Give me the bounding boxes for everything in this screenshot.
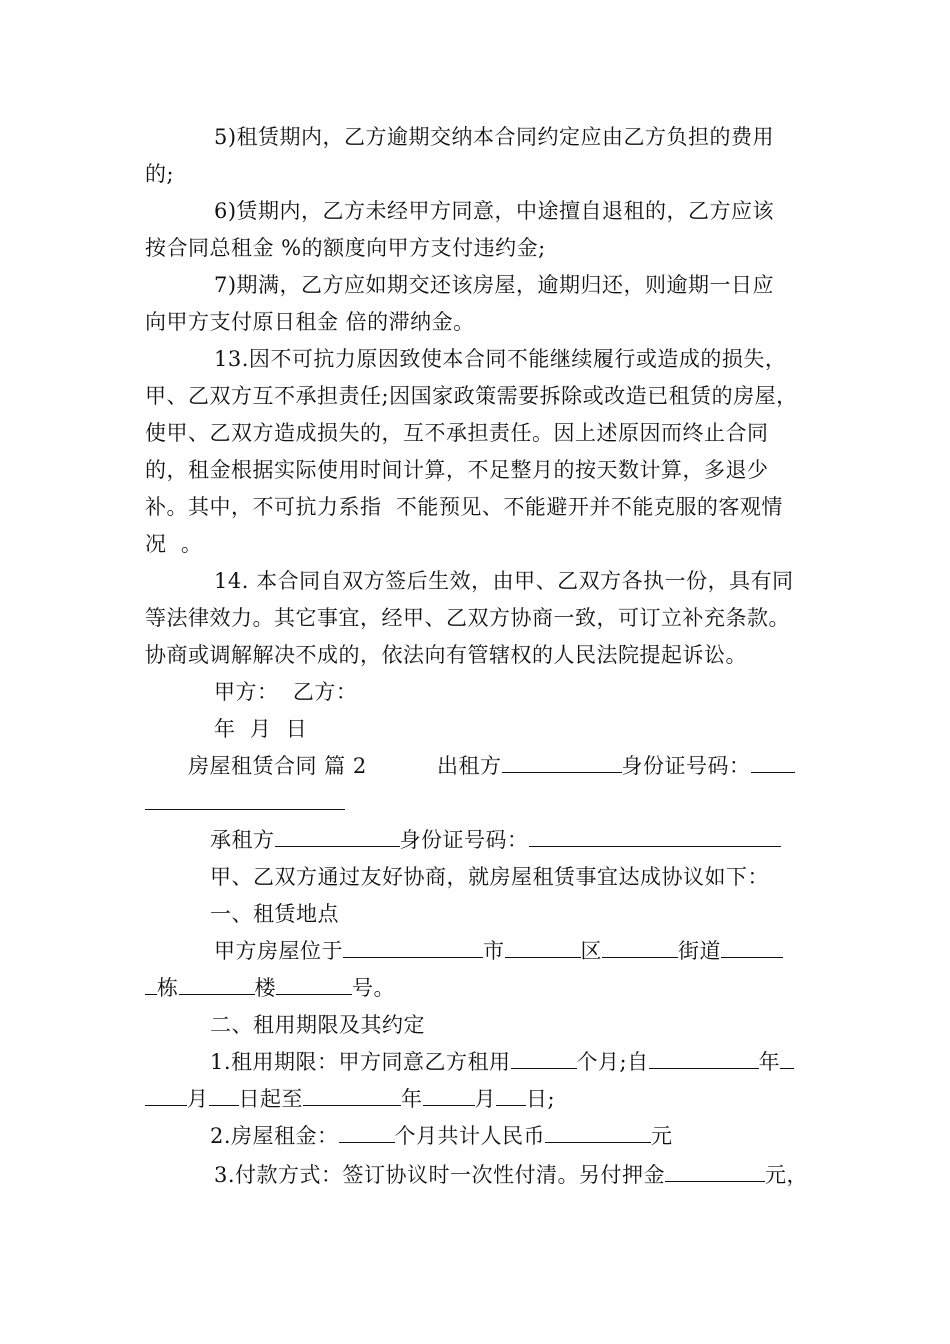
start-year-label: 年: [758, 1050, 781, 1074]
street-blank: [602, 939, 678, 958]
text-line: 的;: [145, 162, 175, 186]
text-line: 协商或调解解决不成的，依法向有管辖权的人民法院提起诉讼。: [145, 643, 747, 667]
lessor-name-blank: [502, 754, 622, 773]
address-blank: [343, 939, 483, 958]
district-label: 区: [580, 939, 602, 963]
building-blank: [721, 939, 783, 958]
text-line: 使甲、乙双方造成损失的，互不承担责任。因上述原因而终止合同: [145, 421, 769, 445]
district-blank: [505, 939, 581, 958]
address-label: 甲方房屋位于: [214, 939, 343, 963]
text-line: 况 。: [145, 532, 203, 556]
text-line: 的，租金根据实际使用时间计算，不足整月的按天数计算，多退少: [145, 458, 769, 482]
start-month-label: 月: [187, 1087, 209, 1111]
address-line: [214, 936, 783, 966]
rent-line: [210, 1121, 673, 1151]
lessee-id-blank: [529, 828, 781, 847]
rent-amount-blank: [545, 1124, 651, 1143]
section-1-heading: 一、租赁地点: [210, 902, 339, 926]
end-day-blank: [496, 1087, 526, 1106]
id-label: 身份证号码：: [621, 754, 751, 778]
payment-label: 3.付款方式：签订协议时一次性付清。另付押金: [214, 1163, 666, 1187]
term-months-blank: [511, 1050, 577, 1069]
deposit-blank: [665, 1163, 765, 1182]
lessor-id-blank-2: [145, 791, 345, 810]
term-line: [210, 1047, 794, 1077]
text-line: 等法律效力。其它事宜，经甲、乙双方协商一致，可订立补充条款。: [145, 606, 790, 630]
end-day-label: 日;: [526, 1087, 556, 1111]
floor-label: 楼: [254, 976, 276, 1000]
date-line: 年 月 日: [214, 717, 308, 741]
city-label: 市: [483, 939, 505, 963]
start-day-label: 日起至: [238, 1087, 303, 1111]
term-label: 1.租用期限：甲方同意乙方租用: [210, 1050, 511, 1074]
term-month-label: 个月;自: [576, 1050, 649, 1074]
text-line: 13.因不可抗力原因致使本合同不能继续履行或造成的损失，: [214, 347, 787, 371]
lessee-label: 承租方: [210, 828, 275, 852]
number-label: 号。: [352, 976, 395, 1000]
lessor-id-continued: [145, 788, 345, 818]
text-line: 甲、乙双方互不承担责任;因国家政策需要拆除或改造已租赁的房屋，: [145, 384, 798, 408]
lessor-line: [437, 751, 795, 781]
deposit-unit: 元，: [765, 1163, 809, 1187]
building-blank-2: [145, 976, 157, 995]
lessor-label: 出租方: [437, 754, 502, 778]
rent-total-label: 个月共计人民币: [394, 1124, 546, 1148]
start-month-blank: [780, 1050, 794, 1069]
text-line: 补。其中，不可抗力系指 不能预见、不能避开并不能克服的客观情: [145, 495, 783, 519]
section-2-heading: 二、租用期限及其约定: [210, 1013, 425, 1037]
id-label: 身份证号码：: [399, 828, 529, 852]
end-year-blank: [303, 1087, 401, 1106]
end-month-label: 月: [474, 1087, 496, 1111]
building-label: 栋: [157, 976, 179, 1000]
contract-2-title: 房屋租赁合同 篇 2: [188, 754, 367, 778]
address-line-2: [145, 973, 395, 1003]
lessor-id-blank: [751, 754, 795, 773]
signature-parties: 甲方： 乙方：: [214, 680, 358, 704]
text-line: 7)期满，乙方应如期交还该房屋，逾期归还，则逾期一日应: [214, 273, 775, 297]
rent-label: 2.房屋租金：: [210, 1124, 339, 1148]
end-month-blank: [423, 1087, 475, 1106]
lessee-name-blank: [275, 828, 400, 847]
end-year-label: 年: [401, 1087, 423, 1111]
text-line: 6)赁期内，乙方未经甲方同意，中途擅自退租的，乙方应该: [214, 199, 775, 223]
rent-months-blank: [339, 1124, 395, 1143]
payment-line: [214, 1160, 808, 1190]
start-year-blank: [649, 1050, 759, 1069]
text-line: 5)租赁期内，乙方逾期交纳本合同约定应由乙方负担的费用: [214, 125, 775, 149]
text-line: 向甲方支付原日租金 倍的滞纳金。: [145, 310, 475, 334]
rent-unit: 元: [651, 1124, 673, 1148]
street-label: 街道: [678, 939, 721, 963]
number-blank: [276, 976, 352, 995]
term-line-2: [145, 1084, 555, 1114]
floor-blank: [179, 976, 255, 995]
start-month-blank-2: [145, 1087, 187, 1106]
lessee-line: [210, 825, 781, 855]
text-line: 14. 本合同自双方签后生效，由甲、乙双方各执一份，具有同: [214, 569, 794, 593]
start-day-blank: [209, 1087, 239, 1106]
text-line: 按合同总租金 %的额度向甲方支付违约金;: [145, 236, 546, 260]
agreement-intro: 甲、乙双方通过友好协商，就房屋租赁事宜达成协议如下：: [210, 865, 769, 889]
